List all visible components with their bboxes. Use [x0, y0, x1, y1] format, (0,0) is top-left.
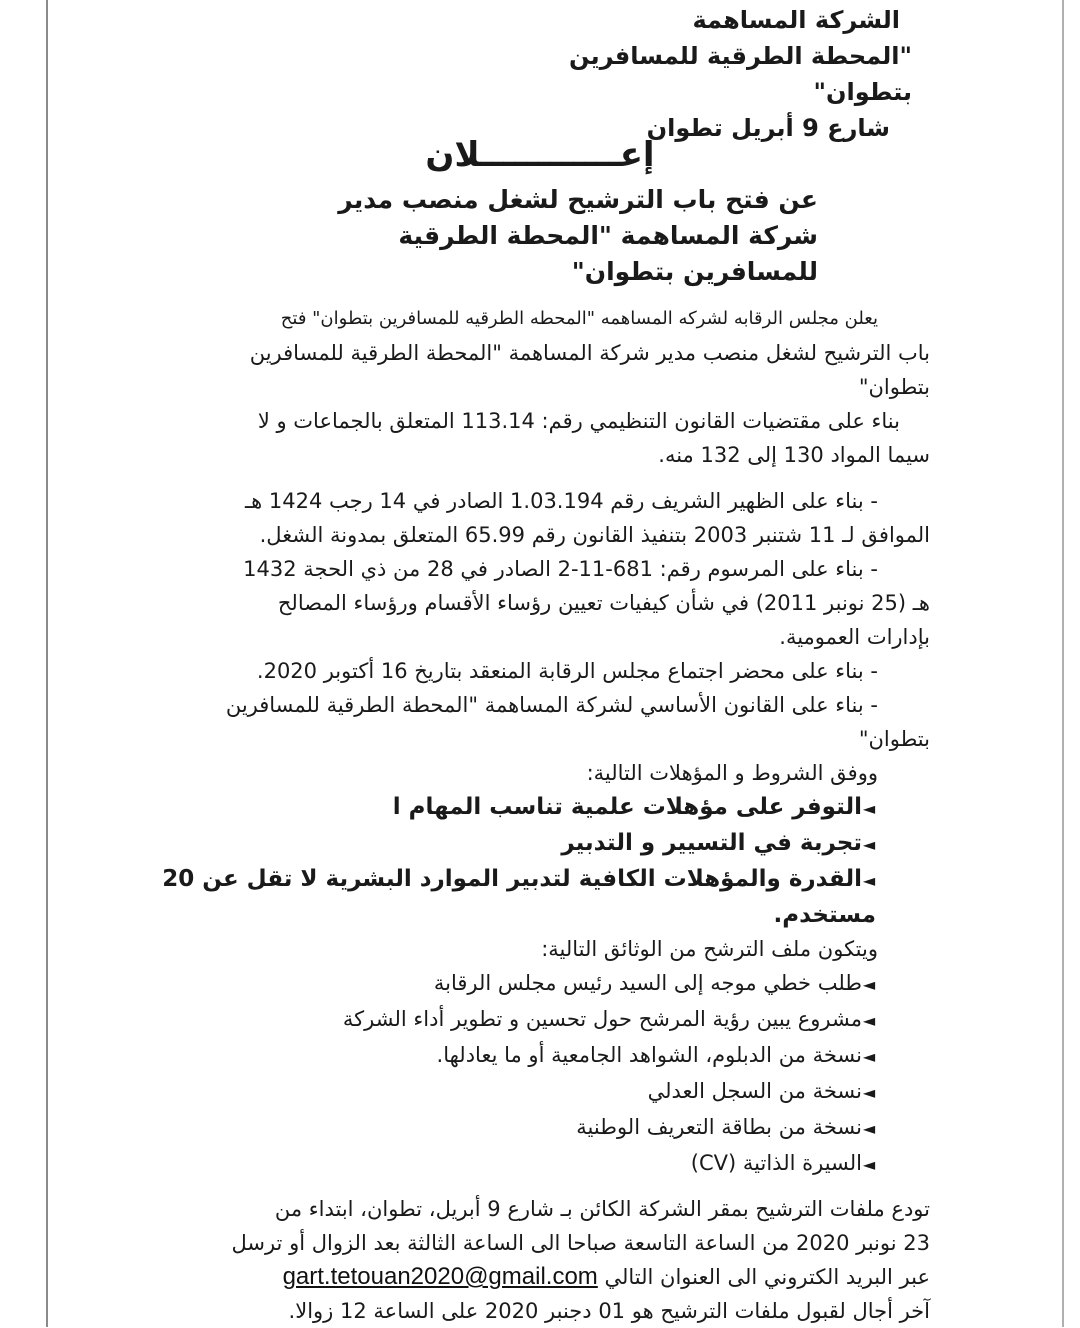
arrow-bullet-icon: ◄ — [862, 975, 876, 994]
letterhead — [492, 2, 912, 146]
intro-line: سيما المواد 130 إلى 132 منه. — [658, 443, 930, 467]
condition-item: ◄التوفر على مؤهلات علمية تناسب المهام ا — [140, 790, 930, 826]
announcement-body — [140, 302, 930, 1328]
deadline-line: آخر أجال لقبول ملفات الترشيح هو 01 دجنبر 2020 على الساعة 12 زوالا. — [288, 1299, 930, 1323]
basis-line: بإدارات العمومية. — [779, 625, 930, 649]
legal-basis-item — [140, 552, 930, 654]
document-item: ◄مشروع يبين رؤية المرشح حول تحسين و تطوير أداء الشركة — [140, 1002, 930, 1038]
intro-line: يعلن مجلس الرقابه لشركه المساهمه "المحطه الطرقيه للمسافرين بتطوان" فتح — [280, 308, 878, 329]
condition-item: ◄تجربة في التسيير و التدبير — [140, 826, 930, 862]
basis-line: - بناء على القانون الأساسي لشركة المساهمة "المحطة الطرقية للمسافرين — [225, 693, 878, 717]
arrow-bullet-icon: ◄ — [862, 1083, 876, 1102]
closing-line: 23 نونبر 2020 من الساعة التاسعة صباحا الى الساعة الثالثة بعد الزوال أو ترسل — [231, 1231, 930, 1255]
company-address: شارع 9 أبريل تطوان — [646, 114, 890, 142]
condition-continuation: مستخدم. — [773, 902, 876, 928]
submission-details — [140, 1192, 930, 1328]
conditions-title: ووفق الشروط و المؤهلات التالية: — [586, 761, 878, 785]
basis-line: - بناء على الظهير الشريف رقم 1.03.194 الصادر في 14 رجب 1424 هـ — [244, 489, 878, 513]
announcement-subtitle — [258, 182, 818, 290]
closing-line: تودع ملفات الترشيح بمقر الشركة الكائن بـ شارع 9 أبريل، تطوان، ابتداء من — [274, 1197, 930, 1221]
documents-title: ويتكون ملف الترشح من الوثائق التالية: — [541, 937, 878, 961]
document-item: ◄طلب خطي موجه إلى السيد رئيس مجلس الرقابة — [140, 966, 930, 1002]
basis-line: - بناء على محضر اجتماع مجلس الرقابة المنعقد بتاريخ 16 أكتوبر 2020. — [256, 659, 878, 683]
arrow-bullet-icon: ◄ — [862, 799, 876, 818]
legal-basis-item — [140, 688, 930, 756]
document-item: ◄نسخة من بطاقة التعريف الوطنية — [140, 1110, 930, 1146]
basis-line: بتطوان" — [858, 727, 930, 751]
subtitle-line-1: عن فتح باب الترشيح لشغل منصب مدير — [338, 185, 818, 214]
legal-basis-item — [140, 654, 930, 688]
arrow-bullet-icon: ◄ — [862, 871, 876, 890]
legal-basis-item — [140, 484, 930, 552]
email-link[interactable]: gart.tetouan2020@gmail.com — [282, 1263, 598, 1290]
email-intro-text: عبر البريد الكتروني الى العنوان التالي — [604, 1265, 930, 1289]
page-border-right — [1062, 0, 1064, 1327]
document-item: ◄السيرة الذاتية (CV) — [140, 1146, 930, 1182]
intro-line: باب الترشيح لشغل منصب مدير شركة المساهمة "المحطة الطرقية للمسافرين بتطوان" — [249, 341, 930, 399]
subtitle-line-2: شركة المساهمة "المحطة الطرقية للمسافرين بتطوان" — [398, 221, 818, 286]
arrow-bullet-icon: ◄ — [862, 1155, 876, 1174]
arrow-bullet-icon: ◄ — [862, 1119, 876, 1138]
document-item: ◄نسخة من الدبلوم، الشواهد الجامعية أو ما يعادلها. — [140, 1038, 930, 1074]
arrow-bullet-icon: ◄ — [862, 1047, 876, 1066]
company-name: الشركة المساهمة — [692, 6, 900, 34]
arrow-bullet-icon: ◄ — [862, 1011, 876, 1030]
station-name: "المحطة الطرقية للمسافرين بتطوان" — [569, 42, 912, 106]
basis-line: الموافق لـ 11 شتنبر 2003 بتنفيذ القانون رقم 65.99 المتعلق بمدونة الشغل. — [259, 523, 930, 547]
intro-paragraph — [190, 302, 930, 472]
document-item: ◄نسخة من السجل العدلي — [140, 1074, 930, 1110]
arrow-bullet-icon: ◄ — [862, 835, 876, 854]
basis-line: هـ (25 نونبر 2011) في شأن كيفيات تعيين رؤساء الأقسام ورؤساء المصالح — [277, 591, 930, 615]
page-border-left — [46, 0, 48, 1327]
intro-line: بناء على مقتضيات القانون التنظيمي رقم: 113.14 المتعلق بالجماعات و لا — [257, 409, 900, 433]
closing-line — [140, 1260, 930, 1294]
announcement-title: إعــــــــــــلان — [425, 135, 655, 175]
basis-line: - بناء على المرسوم رقم: 681-11-2 الصادر في 28 من ذي الحجة 1432 — [243, 557, 878, 581]
condition-item: ◄القدرة والمؤهلات الكافية لتدبير الموارد البشرية لا تقل عن 20 — [140, 862, 930, 898]
